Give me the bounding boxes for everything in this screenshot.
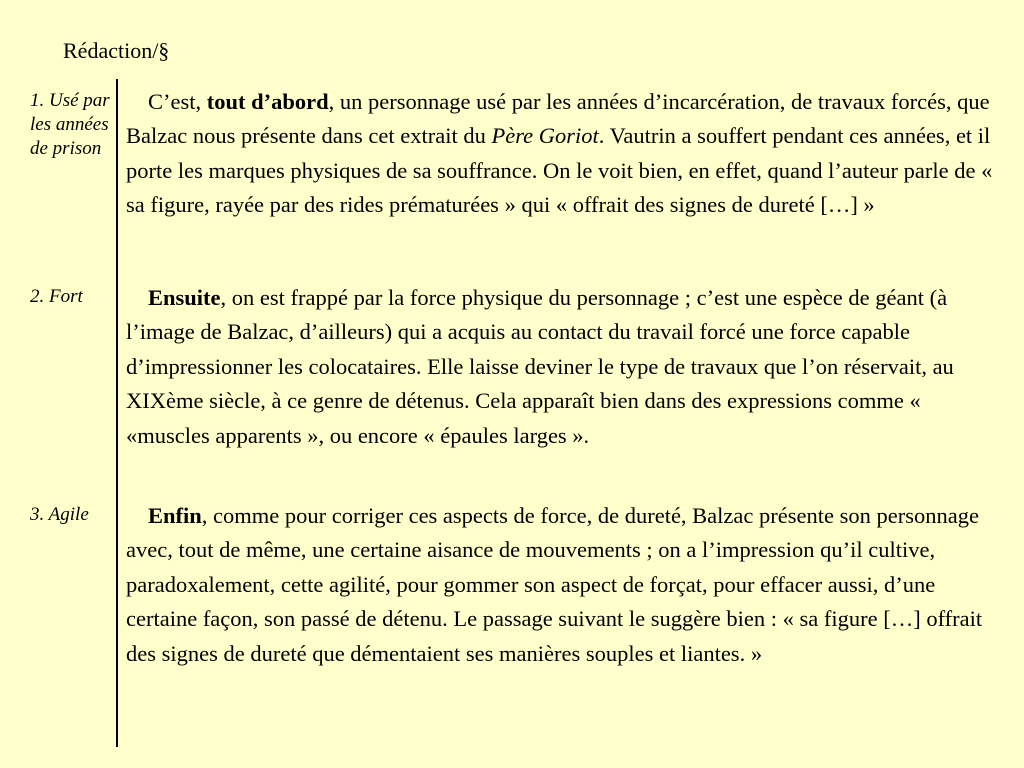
paragraph-3-lead: Enfin [148,503,202,528]
margin-note-2: 2. Fort [30,286,83,307]
paragraph-1-text-1: , un personnage usé par les années d’incarcération, de travaux forcés, que Balzac nous présente dans cet extrait du [126,89,990,149]
paragraph-1-pre: C’est, [148,89,207,114]
page-title: Rédaction/§ [63,38,170,63]
paragraph-2 [126,281,1006,453]
paragraph-1-lead: tout d’abord [206,89,329,114]
paragraph-3 [126,499,1006,671]
paragraph-2-lead: Ensuite [148,285,221,310]
paragraph-1 [126,85,1006,223]
margin-divider [116,79,118,747]
paragraph-1-text-2: . Vautrin a souffert pendant ces années, et il porte les marques physiques de sa souffrance. On le voit bien, en effet, quand l’auteur parle de « sa figure, rayée par des rides prématurées » qui « offrait des signes de dureté […] » [126,123,993,218]
paragraph-3-text: , comme pour corriger ces aspects de force, de dureté, Balzac présente son personnage avec, tout de même, une certaine aisance de mouvements ; on a l’impression qu’il cultive, paradoxalement, cette agilité, pour gommer son aspect de forçat, pour effacer aussi, d’une certaine façon, son passé de détenu. Le passage suivant le suggère bien : « sa figure […] offrait des signes de dureté que démentaient ses manières souples et liantes. » [126,503,983,666]
margin-note-1: 1. Usé par les années de prison [30,90,110,159]
paragraph-1-work-title: Père Goriot [491,123,599,149]
margin-note-3: 3. Agile [30,504,89,525]
paragraph-2-text: , on est frappé par la force physique du personnage ; c’est une espèce de géant (à l’image de Balzac, d’ailleurs) qui a acquis au contact du travail forcé une force capable d’impressionner les colocataires. Elle laisse deviner le type de travaux que l’on réservait, au XIXème siècle, à ce genre de détenus. Cela apparaît bien dans des expressions comme « «muscles apparents », ou encore « épaules larges ». [126,285,954,448]
